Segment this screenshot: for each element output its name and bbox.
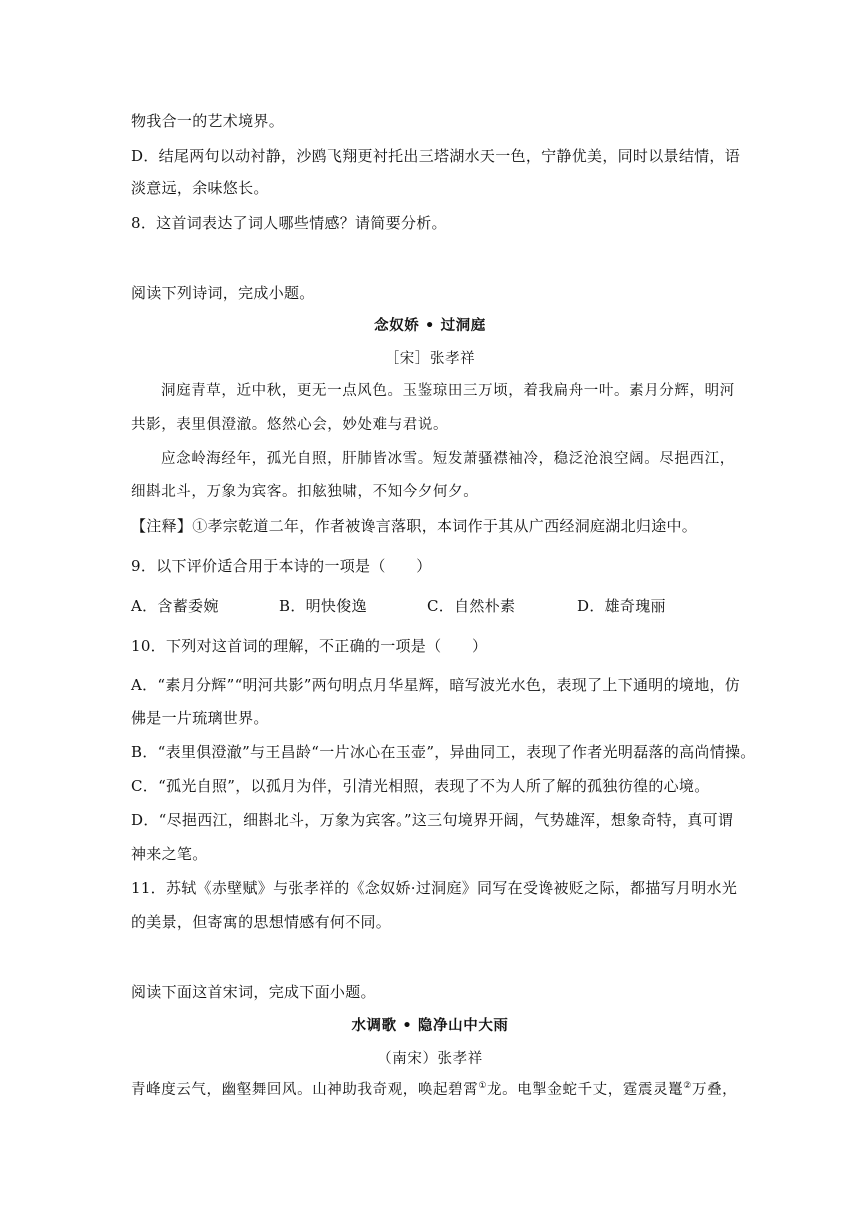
poem1-line3: 应念岭海经年，孤光自照，肝肺皆冰雪。短发萧骚襟袖冷，稳泛沧浪空阔。尽挹西江， [161, 451, 735, 467]
poem1-line4: 细斟北斗，万象为宾客。扣舷独啸，不知今夕何夕。 [131, 484, 479, 500]
question-8: 8．这首词表达了词人哪些情感？请简要分析。 [131, 214, 447, 232]
section-intro-1: 阅读下列诗词，完成小题。 [131, 284, 315, 302]
section-intro-2: 阅读下面这首宋词，完成下面小题。 [131, 983, 376, 1001]
answer-c-continuation: 物我合一的艺术境界。 [131, 112, 285, 130]
poem1-title: 念奴娇 • 过洞庭 [374, 318, 486, 334]
question-9: 9．以下评价适合用于本诗的一项是（ ） [131, 557, 432, 575]
footnote-marker-2: ② [683, 1081, 692, 1092]
poem1-annotation: 【注释】①孝宗乾道二年，作者被谗言落职，本词作于其从广西经洞庭湖北归途中。 [131, 517, 698, 535]
option-d-line2: 淡意远，余味悠长。 [131, 179, 269, 197]
poem2-author: （南宋）张孝祥 [377, 1051, 483, 1067]
q9-option-b: B．明快俊逸 [279, 597, 367, 615]
poem1-line1: 洞庭青草，近中秋，更无一点风色。玉鉴琼田三万顷，着我扁舟一叶。素月分辉，明河 [161, 383, 735, 399]
q9-option-d: D．雄奇瑰丽 [577, 597, 666, 615]
q10-option-a-line1: A．“素月分辉”“明河共影”两句明点月华星辉，暗写波光水色，表现了上下通明的境地，仿 [131, 676, 741, 694]
q10-option-c: C．“孤光自照”，以孤月为伴，引清光相照，表现了不为人所了解的孤独彷徨的心境。 [131, 777, 710, 795]
q10-option-b: B．“表里俱澄澈”与王昌龄“一片冰心在玉壶”，异曲同工，表现了作者光明磊落的高尚情操。 [131, 743, 756, 761]
poem1-author: ［宋］张孝祥 [384, 351, 476, 367]
q10-option-d-line2: 神来之笔。 [131, 845, 208, 863]
footnote-marker-1: ① [478, 1081, 487, 1092]
question-10: 10．下列对这首词的理解，不正确的一项是（ ） [131, 637, 488, 655]
poem2-seg1: 青峰度云气，幽壑舞回风。山神助我奇观，唤起碧霄 [131, 1082, 479, 1098]
poem2-title: 水调歌 • 隐净山中大雨 [351, 1018, 509, 1034]
q10-option-d-line1: D．“尽挹西江，细斟北斗，万象为宾客。”这三句境界开阔，气势雄浑，想象奇特，真可谓 [131, 811, 734, 829]
poem2-seg2: 龙。电掣金蛇千丈，霆震灵鼍 [486, 1082, 684, 1098]
poem2-seg3: 万叠， [691, 1082, 738, 1098]
poem1-line2: 共影，表里俱澄澈。悠然心会，妙处难与君说。 [131, 417, 449, 433]
option-d-line1: D．结尾两句以动衬静，沙鸥飞翔更衬托出三塔湖水天一色，宁静优美，同时以景结情，语 [131, 147, 741, 165]
question-11-line2: 的美景，但寄寓的思想情感有何不同。 [131, 913, 392, 931]
q10-option-a-line2: 佛是一片琉璃世界。 [131, 709, 269, 727]
poem2-line1 [131, 1080, 737, 1100]
q9-option-a: A．含蓄委婉 [131, 597, 219, 615]
q9-option-c: C．自然朴素 [427, 597, 516, 615]
question-11-line1: 11．苏轼《赤壁赋》与张孝祥的《念奴娇·过洞庭》同写在受谗被贬之际，都描写月明水光 [131, 879, 738, 897]
question-9-options [131, 596, 666, 616]
